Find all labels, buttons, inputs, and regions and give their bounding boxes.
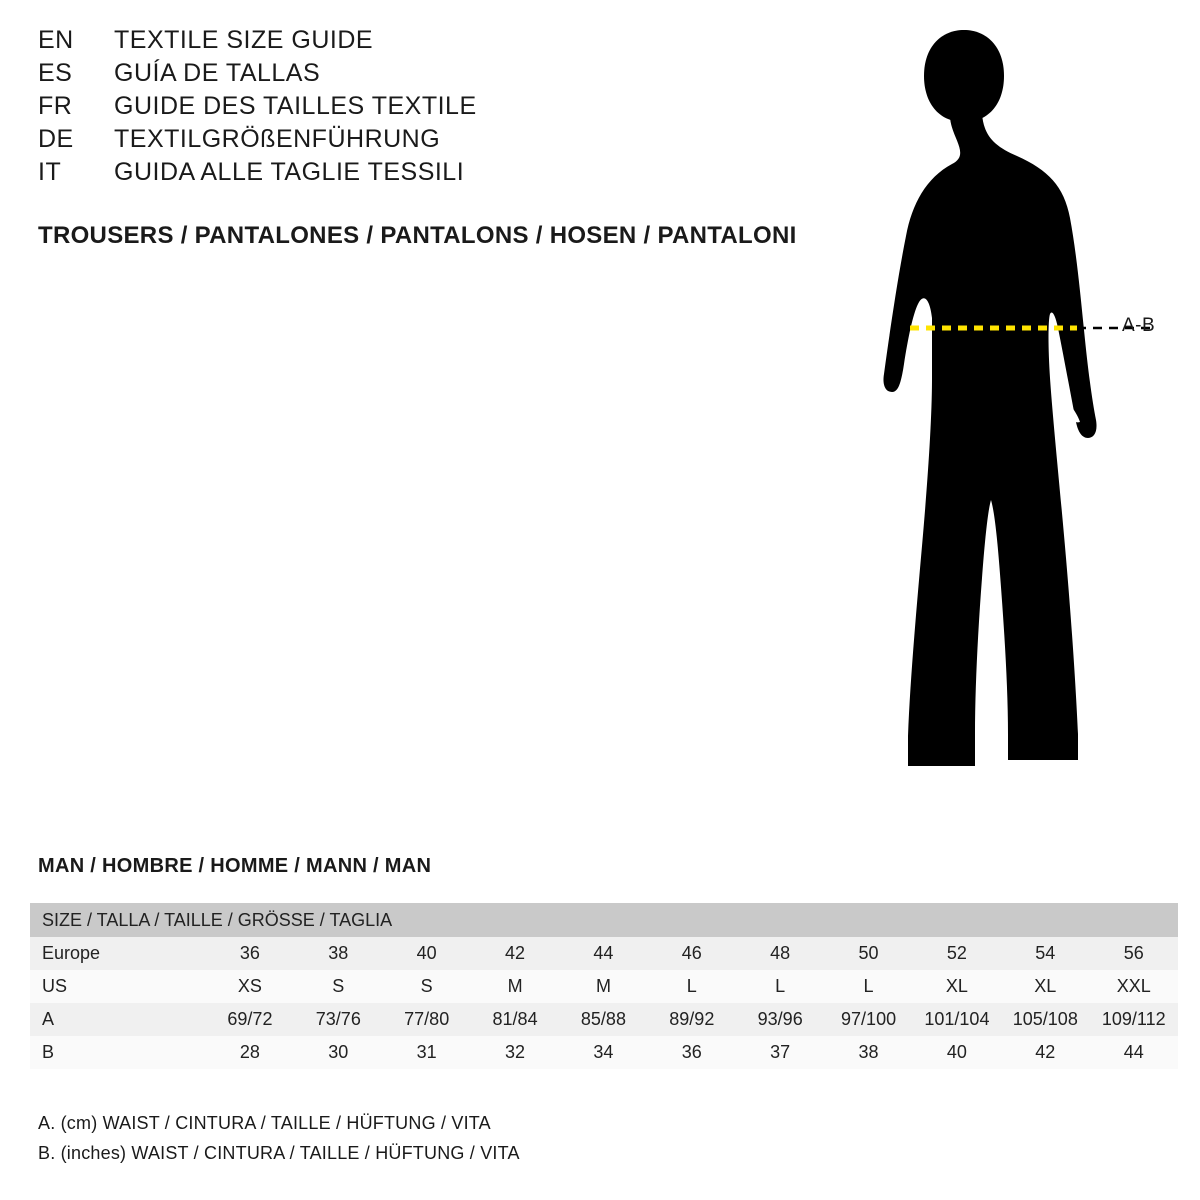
table-cell: 31 [383,1036,471,1069]
table-cell: 50 [824,937,912,970]
table-cell: XL [1001,970,1089,1003]
table-cell: 54 [1001,937,1089,970]
title-lang-code: ES [38,59,73,87]
title-lang-code: EN [38,26,74,54]
table-cell: 44 [559,937,647,970]
table-cell: 30 [294,1036,382,1069]
table-cell: 40 [913,1036,1001,1069]
table-cell: M [559,970,647,1003]
size-table [30,903,1178,1069]
title-text: GUÍA DE TALLAS [114,59,321,87]
table-cell: 56 [1090,937,1179,970]
row-label: US [30,970,206,1003]
footnote-a: A. (cm) WAIST / CINTURA / TAILLE / HÜFTUNG / VITA [38,1113,491,1133]
table-section-label: MAN / HOMBRE / HOMME / MANN / MAN [38,855,432,877]
table-cell: 46 [648,937,736,970]
table-cell: L [824,970,912,1003]
title-text: TEXTILE SIZE GUIDE [114,26,374,54]
table-cell: 38 [824,1036,912,1069]
table-cell: S [294,970,382,1003]
table-header-row [30,903,1178,937]
table-row [30,970,1178,1003]
title-row [38,26,798,59]
table-cell: 36 [206,937,294,970]
title-lang-code: FR [38,92,73,120]
title-lang-code: IT [38,158,62,186]
table-cell: 37 [736,1036,824,1069]
table-cell: 85/88 [559,1003,647,1036]
table-cell: 101/104 [913,1003,1001,1036]
title-text: GUIDE DES TAILLES TEXTILE [114,92,477,120]
silhouette-shape [883,30,1096,766]
footnotes-block [38,1108,520,1168]
table-cell: 89/92 [648,1003,736,1036]
table-cell: 109/112 [1090,1003,1179,1036]
table-cell: 32 [471,1036,559,1069]
table-cell: 38 [294,937,382,970]
table-cell: 42 [471,937,559,970]
table-cell: 77/80 [383,1003,471,1036]
footnote-b: B. (inches) WAIST / CINTURA / TAILLE / HÜFTUNG / VITA [38,1143,520,1163]
title-row [38,92,798,125]
table-cell: 40 [383,937,471,970]
table-cell: 52 [913,937,1001,970]
title-text: TEXTILGRÖßENFÜHRUNG [114,125,441,153]
row-label: B [30,1036,206,1069]
table-cell: XL [913,970,1001,1003]
table-row [30,1036,1178,1069]
table-cell: 73/76 [294,1003,382,1036]
table-row [30,937,1178,970]
title-text: GUIDA ALLE TAGLIE TESSILI [114,158,465,186]
title-row [38,158,798,191]
row-label: A [30,1003,206,1036]
table-cell: 48 [736,937,824,970]
table-header-label: SIZE / TALLA / TAILLE / GRÖSSE / TAGLIA [30,903,1178,937]
table-cell: 105/108 [1001,1003,1089,1036]
table-cell: XXL [1090,970,1179,1003]
table-row [30,1003,1178,1036]
table-cell: 81/84 [471,1003,559,1036]
title-lang-code: DE [38,125,74,153]
table-cell: 28 [206,1036,294,1069]
table-cell: 97/100 [824,1003,912,1036]
table-cell: L [736,970,824,1003]
table-cell: S [383,970,471,1003]
row-label: Europe [30,937,206,970]
table-cell: 42 [1001,1036,1089,1069]
title-block [38,26,798,191]
table-cell: L [648,970,736,1003]
male-silhouette-figure [812,18,1182,808]
table-cell: 44 [1090,1036,1179,1069]
garment-type-heading: TROUSERS / PANTALONES / PANTALONS / HOSEN / PANTALONI [38,222,797,249]
table-cell: M [471,970,559,1003]
table-cell: 69/72 [206,1003,294,1036]
table-cell: 36 [648,1036,736,1069]
table-cell: XS [206,970,294,1003]
measure-label-ab: A-B [1122,315,1156,336]
table-cell: 93/96 [736,1003,824,1036]
table-cell: 34 [559,1036,647,1069]
title-row [38,59,798,92]
title-row [38,125,798,158]
